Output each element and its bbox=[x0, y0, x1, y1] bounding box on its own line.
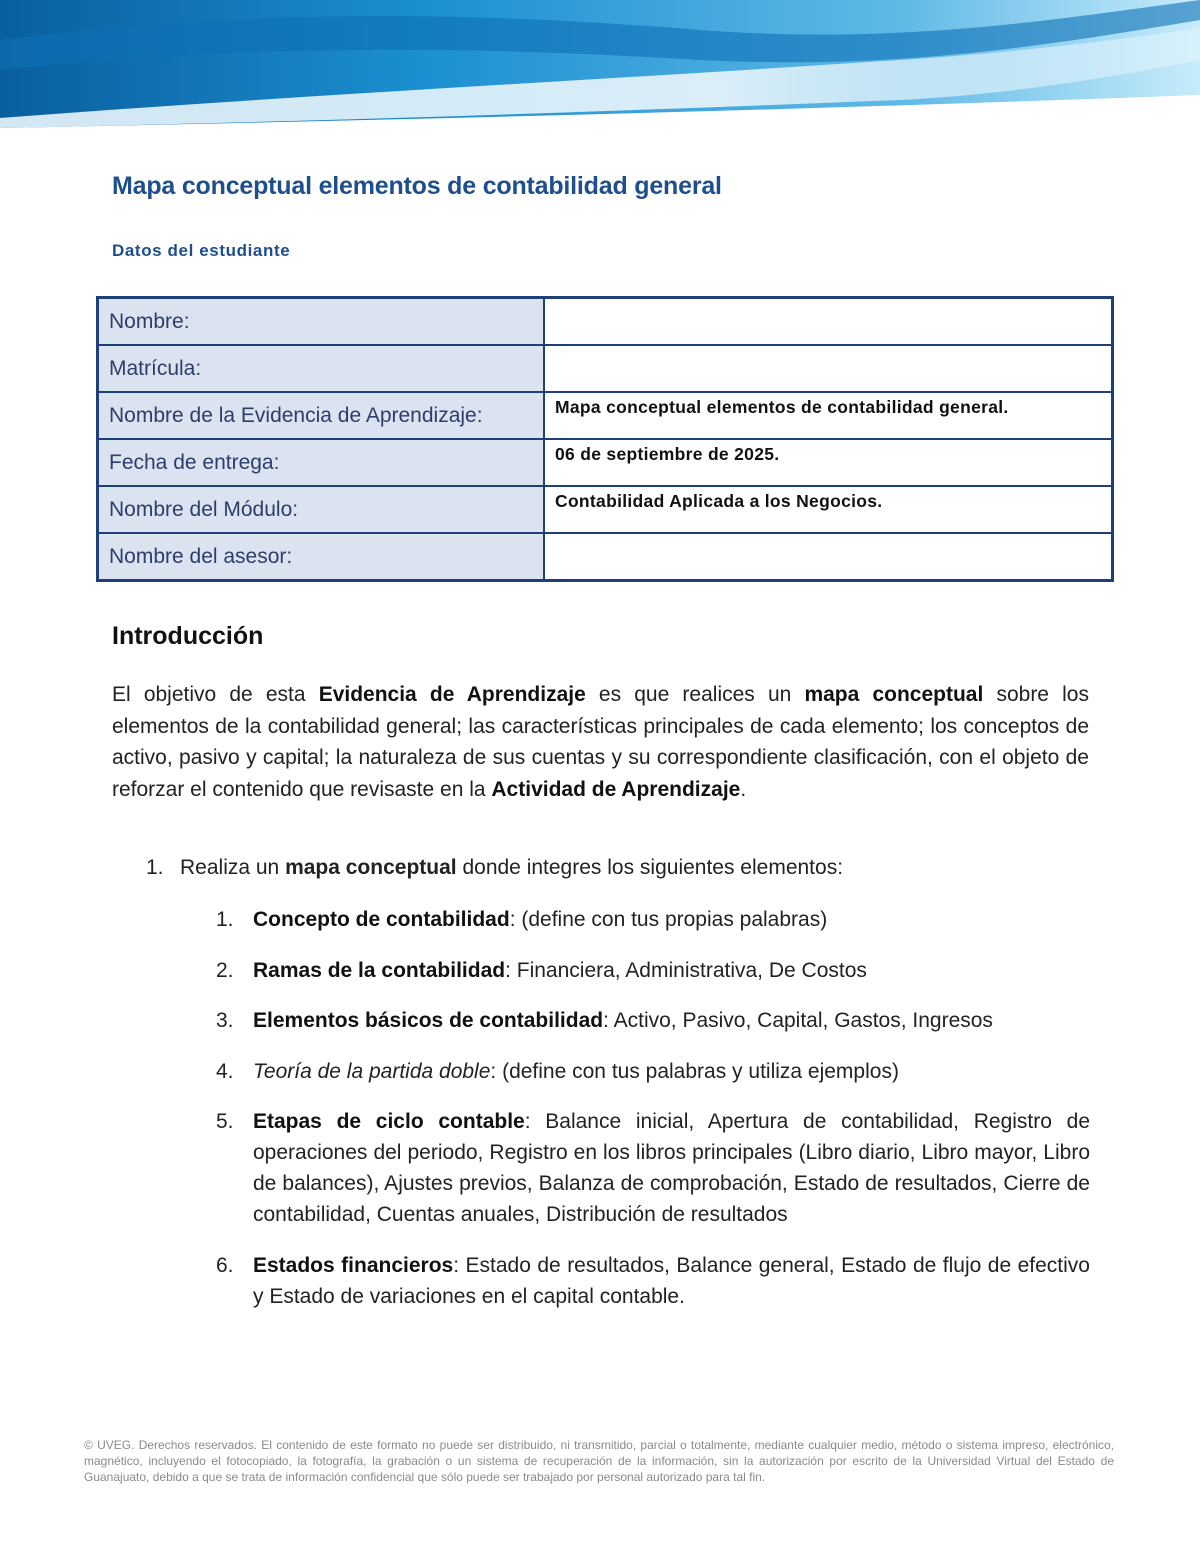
list-number: 5. bbox=[216, 1110, 234, 1133]
evidence-name-field[interactable]: Mapa conceptual elementos de contabilidad general. bbox=[544, 392, 1113, 439]
student-name-field[interactable] bbox=[544, 298, 1113, 346]
intro-bold: mapa conceptual bbox=[804, 683, 984, 706]
table-row bbox=[98, 533, 1113, 581]
intro-text: . bbox=[740, 777, 747, 801]
table-row bbox=[98, 345, 1113, 392]
item-text: : Activo, Pasivo, Capital, Gastos, Ingresos bbox=[603, 1009, 993, 1032]
introduction-heading: Introducción bbox=[112, 622, 264, 650]
list-text bbox=[253, 1106, 1090, 1230]
intro-text: El objetivo de esta bbox=[112, 683, 319, 706]
list-text bbox=[253, 955, 1090, 986]
advisor-name-field[interactable] bbox=[544, 533, 1113, 581]
list-item bbox=[216, 1250, 1090, 1312]
item-bold: Concepto de contabilidad bbox=[253, 908, 510, 931]
instruction-text: donde integres los siguientes elementos: bbox=[456, 856, 844, 879]
list-text bbox=[253, 1056, 1090, 1087]
row-label: Nombre: bbox=[98, 298, 545, 346]
item-bold: Elementos básicos de contabilidad bbox=[253, 1009, 604, 1032]
list-number: 6. bbox=[216, 1253, 234, 1277]
intro-text: es que realices un bbox=[585, 683, 805, 706]
row-label: Matrícula: bbox=[98, 345, 545, 392]
introduction-paragraph bbox=[112, 679, 1089, 805]
document-title: Mapa conceptual elementos de contabilidad general bbox=[112, 172, 722, 200]
list-text bbox=[253, 1005, 1090, 1036]
item-text: : (define con tus propias palabras) bbox=[509, 908, 828, 931]
list-number: 3. bbox=[216, 1009, 234, 1032]
module-name-field[interactable]: Contabilidad Aplicada a los Negocios. bbox=[544, 486, 1113, 533]
intro-text: sobre los elementos de la contabilidad general; las características principales de cada elemento; los conceptos de activo, pasivo y capital; la naturaleza de sus cuentas y su correspondiente clasificación, con el objeto de reforzar el contenido que revisaste en la bbox=[112, 683, 1089, 801]
item-bold: Ramas de la contabilidad bbox=[253, 958, 506, 982]
list-item bbox=[216, 1106, 1090, 1230]
table-row bbox=[98, 392, 1113, 439]
table-row bbox=[98, 486, 1113, 533]
row-label: Nombre de la Evidencia de Aprendizaje: bbox=[98, 392, 545, 439]
list-number: 1. bbox=[216, 908, 234, 931]
table-row bbox=[98, 439, 1113, 486]
elements-list bbox=[216, 904, 1090, 1331]
header-banner bbox=[0, 0, 1200, 145]
row-label: Nombre del asesor: bbox=[98, 533, 545, 581]
intro-bold: Evidencia de Aprendizaje bbox=[318, 683, 586, 706]
list-item bbox=[216, 1005, 1090, 1036]
row-label: Nombre del Módulo: bbox=[98, 486, 545, 533]
instruction-text: Realiza un bbox=[180, 856, 286, 879]
item-bold: Etapas de ciclo contable bbox=[253, 1110, 525, 1133]
item-text: : (define con tus palabras y utiliza ejemplos) bbox=[490, 1059, 899, 1083]
list-item bbox=[216, 904, 1090, 935]
list-text bbox=[253, 1250, 1090, 1312]
copyright-footer: © UVEG. Derechos reservados. El contenido de este formato no puede ser distribuido, ni transmitido, parcial o totalmente, mediante cualquier medio, método o sistema impreso, electrónico, magnético, incluyendo el fotocopiado, la fotografía, la grabación o un sistema de recuperación de la información, sin la autorización por escrito de la Universidad Virtual del Estado de Guanajuato, debido a que se trata de información confidencial que sólo puede ser trabajado por personal autorizado para tal fin. bbox=[84, 1438, 1114, 1484]
due-date-field[interactable]: 06 de septiembre de 2025. bbox=[544, 439, 1113, 486]
item-bold: Estados financieros bbox=[253, 1253, 454, 1277]
student-data-subtitle: Datos del estudiante bbox=[112, 241, 291, 260]
list-item bbox=[216, 955, 1090, 986]
list-item bbox=[216, 1056, 1090, 1087]
item-italic: Teoría de la partida doble bbox=[253, 1059, 491, 1083]
list-number: 2. bbox=[216, 958, 234, 982]
instruction-bold: mapa conceptual bbox=[285, 856, 457, 879]
list-text bbox=[253, 904, 1090, 935]
list-number: 4. bbox=[216, 1059, 234, 1083]
item-text: : Balance inicial, Apertura de contabilidad, Registro de operaciones del periodo, Registro en los libros principales (Libro diario, Libro mayor, Libro de balances), Ajustes previos, Balanza de comprobación, Estado de resultados, Cierre de contabilidad, Cuentas anuales, Distribución de resultados bbox=[253, 1110, 1090, 1226]
student-data-table bbox=[96, 296, 1114, 582]
student-id-field[interactable] bbox=[544, 345, 1113, 392]
instruction-item bbox=[146, 856, 1096, 880]
item-text: : Estado de resultados, Balance general, Estado de flujo de efectivo y Estado de variaciones en el capital contable. bbox=[253, 1253, 1090, 1308]
item-text: : Financiera, Administrativa, De Costos bbox=[505, 958, 867, 982]
table-row bbox=[98, 298, 1113, 346]
list-number: 1. bbox=[146, 856, 164, 879]
row-label: Fecha de entrega: bbox=[98, 439, 545, 486]
intro-bold: Actividad de Aprendizaje bbox=[491, 777, 741, 801]
